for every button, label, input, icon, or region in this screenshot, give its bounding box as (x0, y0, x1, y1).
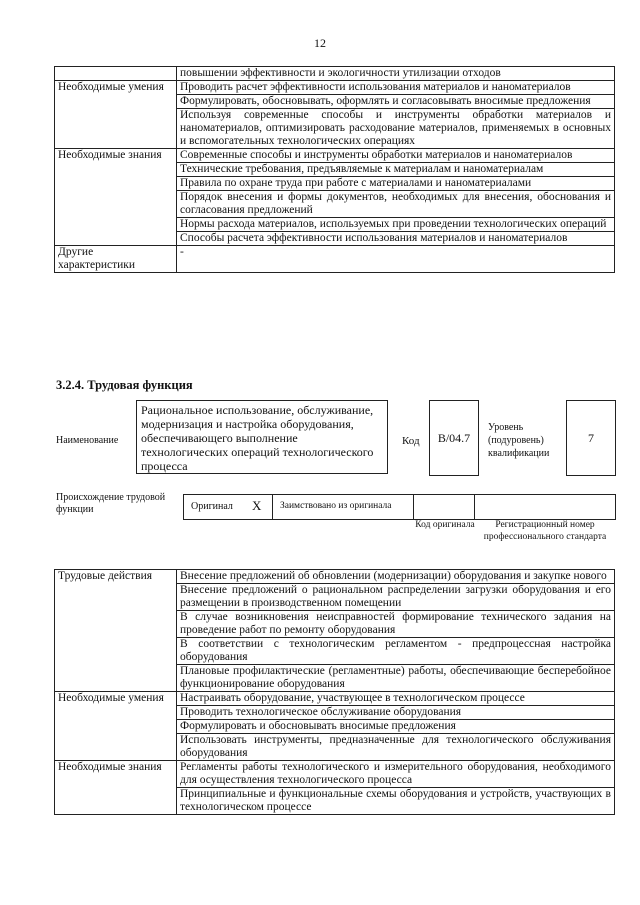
row-label: Другие характеристики (55, 246, 177, 273)
labor-row (55, 570, 615, 584)
code-label: Код (402, 435, 420, 447)
labor-row (55, 692, 615, 706)
row-item: - (177, 246, 615, 273)
row-label: Трудовые действия (55, 570, 177, 692)
skills-row (55, 246, 615, 273)
qualification-level: 7 (566, 400, 616, 476)
labor-function-table (54, 569, 615, 815)
function-code: B/04.7 (429, 400, 479, 476)
divider (474, 495, 475, 519)
name-label: Наименование (56, 435, 119, 446)
row-item: Порядок внесения и формы документов, необходимых для внесения, обоснования и согласования предложений (177, 191, 615, 218)
row-item: Правила по охране труда при работе с материалами и наноматериалами (177, 177, 615, 191)
skills-row (55, 81, 615, 95)
row-item: Использовать инструменты, предназначенные для технологического обслуживания оборудования (177, 734, 615, 761)
divider (413, 495, 414, 519)
row-label: Необходимые знания (55, 149, 177, 246)
skills-row (55, 67, 615, 81)
row-label: Необходимые умения (55, 692, 177, 761)
row-item: Нормы расхода материалов, используемых при проведении технологических операций (177, 218, 615, 232)
origin-table (183, 494, 616, 520)
page-number: 12 (314, 36, 326, 50)
row-item: Настраивать оборудование, участвующее в технологическом процессе (177, 692, 615, 706)
row-item: Технические требования, предъявляемые к материалам и наноматериалам (177, 163, 615, 177)
row-item: Регламенты работы технологического и измерительного оборудования, необходимого для осуществления технологического процесса (177, 761, 615, 788)
row-item: В случае возникновения неисправностей формирование технического задания на проведение работ по ремонту оборудования (177, 611, 615, 638)
row-item: Внесение предложений об обновлении (модернизации) оборудования и закупке нового (177, 570, 615, 584)
row-item: Плановые профилактические (регламентные) работы, обеспечивающие бесперебойное функционирование оборудования (177, 665, 615, 692)
original-label: Оригинал (191, 501, 233, 512)
divider (272, 495, 273, 519)
function-name: Рациональное использование, обслуживание, модернизация и настройка оборудования, обеспечивающего выполнение технологических операций технологического процесса (136, 400, 388, 474)
section-title: 3.2.4. Трудовая функция (56, 378, 193, 392)
row-item: Проводить технологическое обслуживание оборудования (177, 706, 615, 720)
skills-row (55, 149, 615, 163)
row-label (55, 67, 177, 81)
level-label: Уровень (подуровень) квалификации (488, 422, 550, 459)
origin-label: Происхождение трудовой функции (56, 492, 166, 515)
row-item: повышении эффективности и экологичности утилизации отходов (177, 67, 615, 81)
row-item: Способы расчета эффективности использования материалов и наноматериалов (177, 232, 615, 246)
row-item: Используя современные способы и инструменты обработки материалов и наноматериалов, оптимизировать расходование материалов, применяемых в основных и вспомогательных технологических операциях (177, 109, 615, 149)
row-item: В соответствии с технологическим регламентом - предпроцессная настройка оборудования (177, 638, 615, 665)
reg-number-caption: Регистрационный номер профессионального стандарта (483, 520, 607, 542)
code-caption: Код оригинала (415, 520, 475, 530)
row-item: Принципиальные и функциональные схемы оборудования и устройств, участвующих в технологическом процессе (177, 788, 615, 815)
row-label: Необходимые умения (55, 81, 177, 149)
row-item: Формулировать и обосновывать вносимые предложения (177, 720, 615, 734)
skills-table-continued (54, 66, 615, 273)
row-item: Формулировать, обосновывать, оформлять и согласовывать вносимые предложения (177, 95, 615, 109)
borrowed-label: Заимствовано из оригинала (280, 501, 392, 511)
row-item: Современные способы и инструменты обработки материалов и наноматериалов (177, 149, 615, 163)
original-mark: X (252, 498, 262, 513)
labor-row (55, 761, 615, 788)
row-label: Необходимые знания (55, 761, 177, 815)
row-item: Внесение предложений о рациональном распределении загрузки оборудования и его размещении в производственном помещении (177, 584, 615, 611)
row-item: Проводить расчет эффективности использования материалов и наноматериалов (177, 81, 615, 95)
